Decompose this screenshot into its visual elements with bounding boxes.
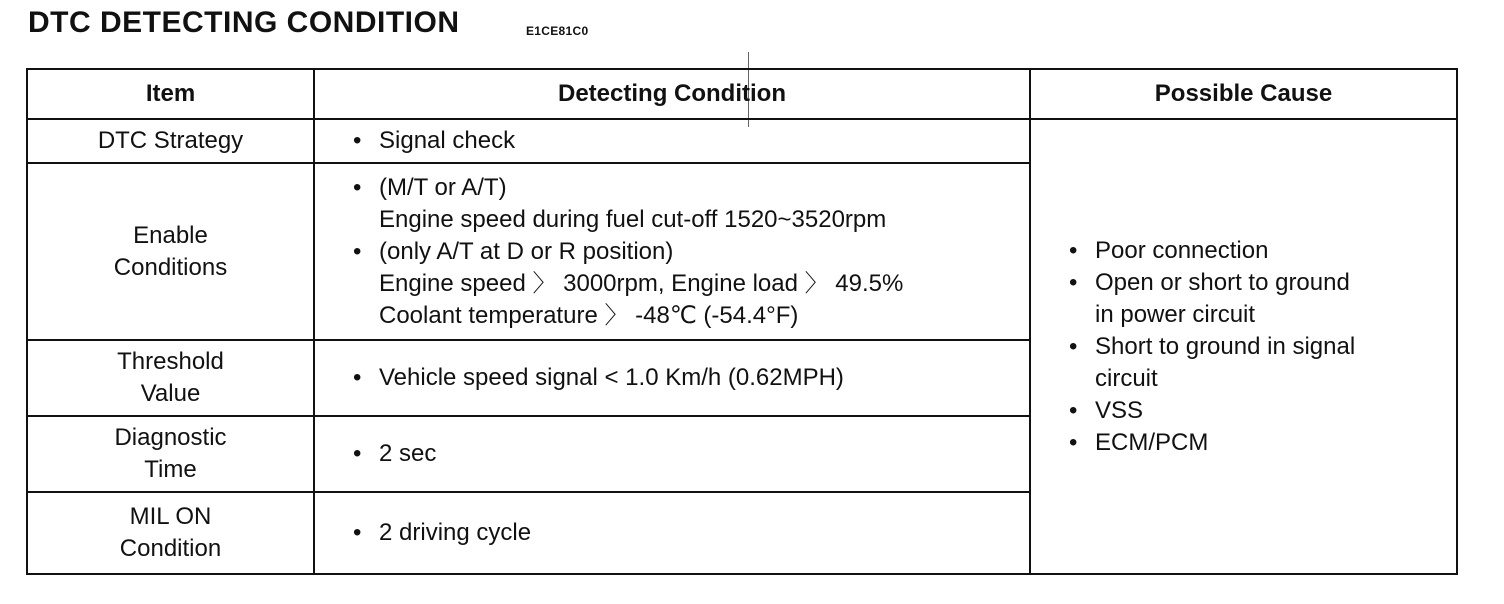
header-possible-cause: Possible Cause xyxy=(1031,70,1456,120)
condition-bullet: • (M/T or A/T) xyxy=(353,172,1017,204)
condition-bullet: • 2 driving cycle xyxy=(353,517,1017,549)
cause-bullet: • ECM/PCM xyxy=(1069,427,1355,459)
condition-bullet: • (only A/T at D or R position) xyxy=(353,236,1017,268)
item-label-line: Condition xyxy=(119,535,222,562)
dtc-condition-table xyxy=(26,68,1458,575)
item-label-line: Threshold xyxy=(117,348,224,375)
item-label-line: MIL ON xyxy=(129,503,212,530)
document-code: E1CE81C0 xyxy=(526,24,589,38)
condition-subline: Engine speed during fuel cut-off 1520~3520rpm xyxy=(379,205,887,233)
condition-bullet: • Signal check xyxy=(353,125,1017,157)
condition-bullet: • 2 sec xyxy=(353,438,1017,470)
table-row-condition xyxy=(315,493,1031,573)
table-row-condition xyxy=(315,341,1031,417)
condition-subline: Coolant temperature 〉 -48℃ (-54.4°F) xyxy=(379,301,799,329)
document-title: DTC DETECTING CONDITION xyxy=(28,6,460,39)
table-row-item xyxy=(28,120,315,164)
condition-subline: Engine speed 〉 3000rpm, Engine load 〉 49.5% xyxy=(379,269,904,297)
table-row-condition xyxy=(315,164,1031,341)
item-label-line: Conditions xyxy=(113,253,228,281)
cause-subline: circuit xyxy=(1095,364,1158,392)
header-item: Item xyxy=(28,70,315,120)
cause-bullet: • Open or short to ground xyxy=(1069,267,1355,299)
cause-bullet: • VSS xyxy=(1069,395,1355,427)
possible-cause-list xyxy=(1069,235,1355,459)
condition-bullet: • Vehicle speed signal < 1.0 Km/h (0.62MPH) xyxy=(353,362,1017,394)
item-label-line: DTC Strategy xyxy=(97,127,244,154)
table-row-condition xyxy=(315,120,1031,164)
item-label-line: Value xyxy=(140,380,201,407)
cause-bullet: • Poor connection xyxy=(1069,235,1355,267)
possible-cause-cell xyxy=(1031,120,1456,573)
item-label-line: Diagnostic xyxy=(114,424,227,451)
header-detecting-condition: Detecting Condition xyxy=(315,70,1031,120)
table-row-item xyxy=(28,417,315,493)
item-label-line: Time xyxy=(144,456,197,483)
table-row-item xyxy=(28,493,315,573)
table-row-condition xyxy=(315,417,1031,493)
cause-bullet: • Short to ground in signal xyxy=(1069,331,1355,363)
item-label-line: Enable xyxy=(133,221,208,249)
table-row-item xyxy=(28,164,315,341)
table-row-item xyxy=(28,341,315,417)
cause-subline: in power circuit xyxy=(1095,300,1256,328)
